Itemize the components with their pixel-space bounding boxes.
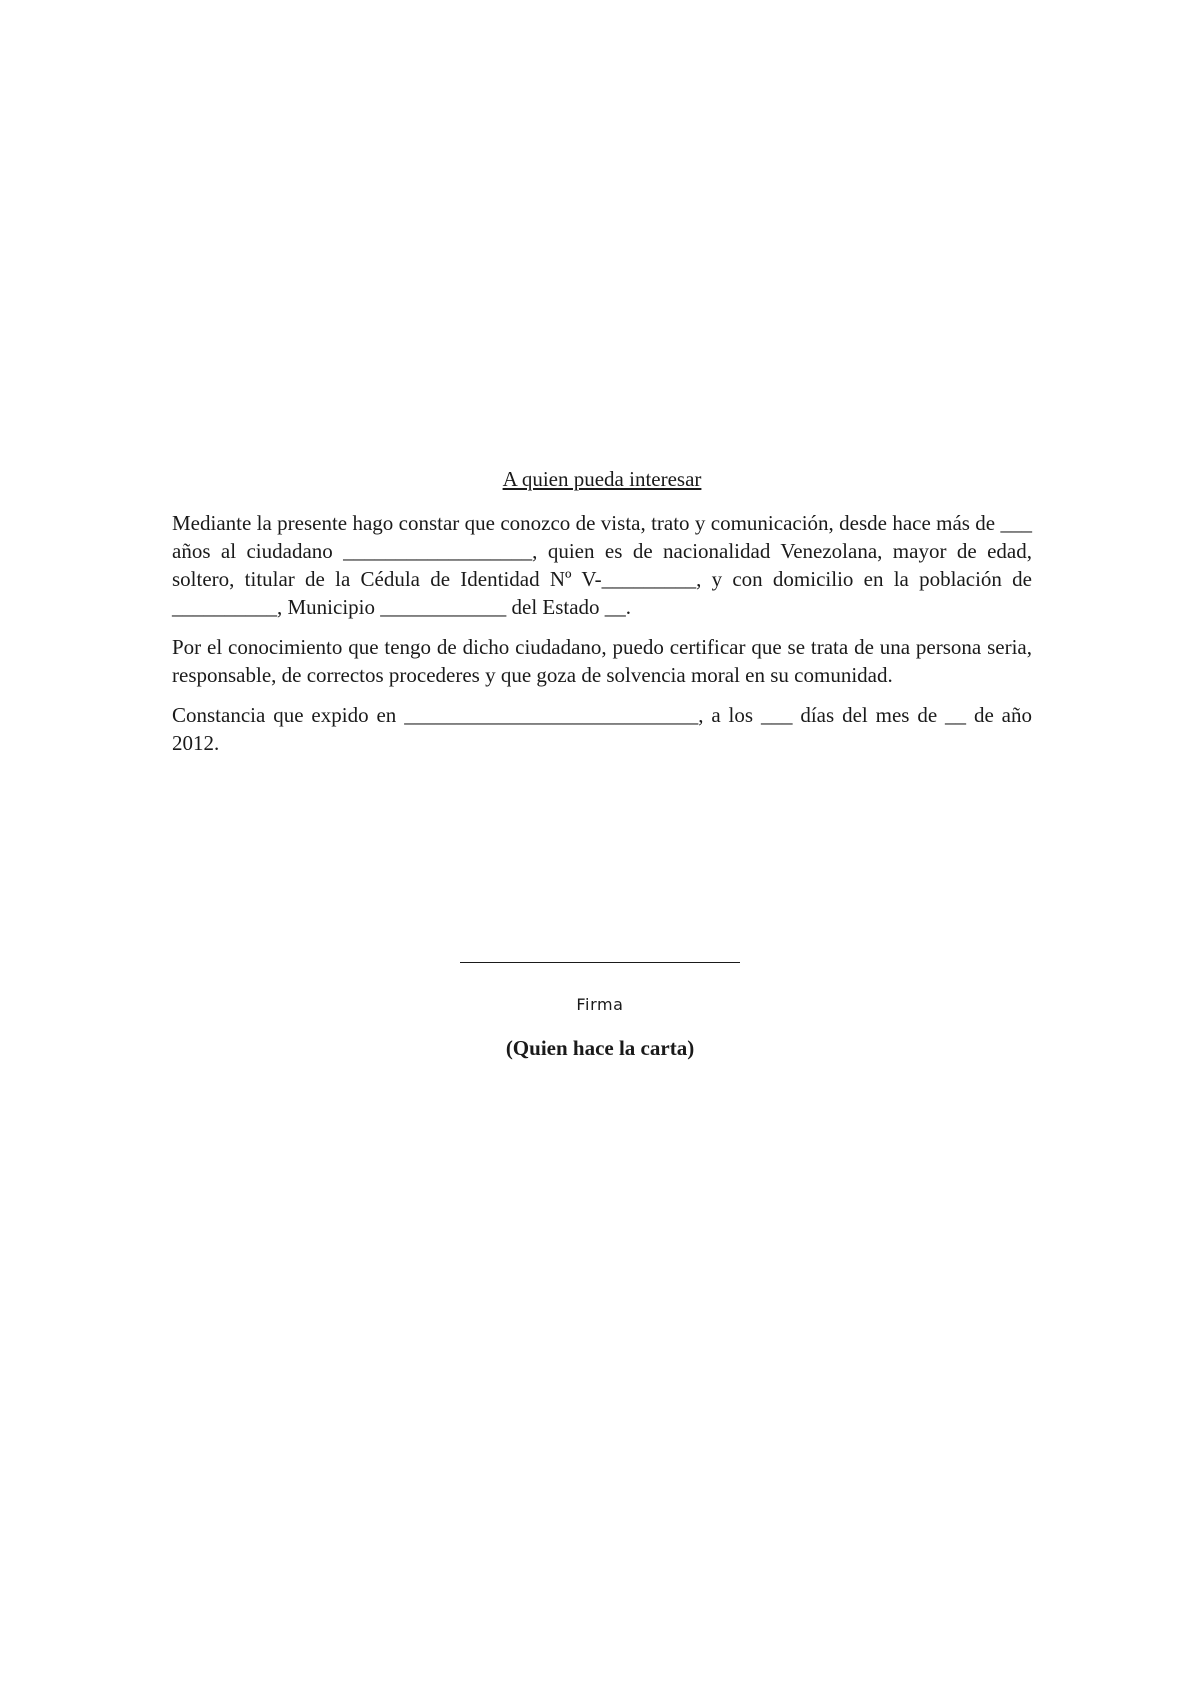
signature-line [460, 962, 740, 963]
paragraph-declaration: Mediante la presente hago constar que conozco de vista, trato y comunicación, desde hace más de ___ años al ciudadano __________________, quien es de nacionalidad Venezolana, mayor de edad, soltero, titular de la Cédula de Identidad Nº V-_________, y con domicilio en la población de __________, Municipio ____________ del Estado __. [172, 511, 1032, 619]
paragraph-certification: Por el conocimiento que tengo de dicho ciudadano, puedo certificar que se trata de una persona seria, responsable, de correctos procederes y que goza de solvencia moral en su comunidad. [172, 635, 1032, 687]
letter-title: A quien pueda interesar [502, 467, 702, 491]
signer-note: (Quien hace la carta) [505, 1036, 695, 1060]
signature-label: Firma [576, 995, 624, 1014]
paragraph-issuance: Constancia que expido en ____________________________, a los ___ días del mes de __ de año 2012. [172, 703, 1032, 755]
letter-body [172, 465, 1032, 769]
signature-block [0, 962, 1200, 1061]
